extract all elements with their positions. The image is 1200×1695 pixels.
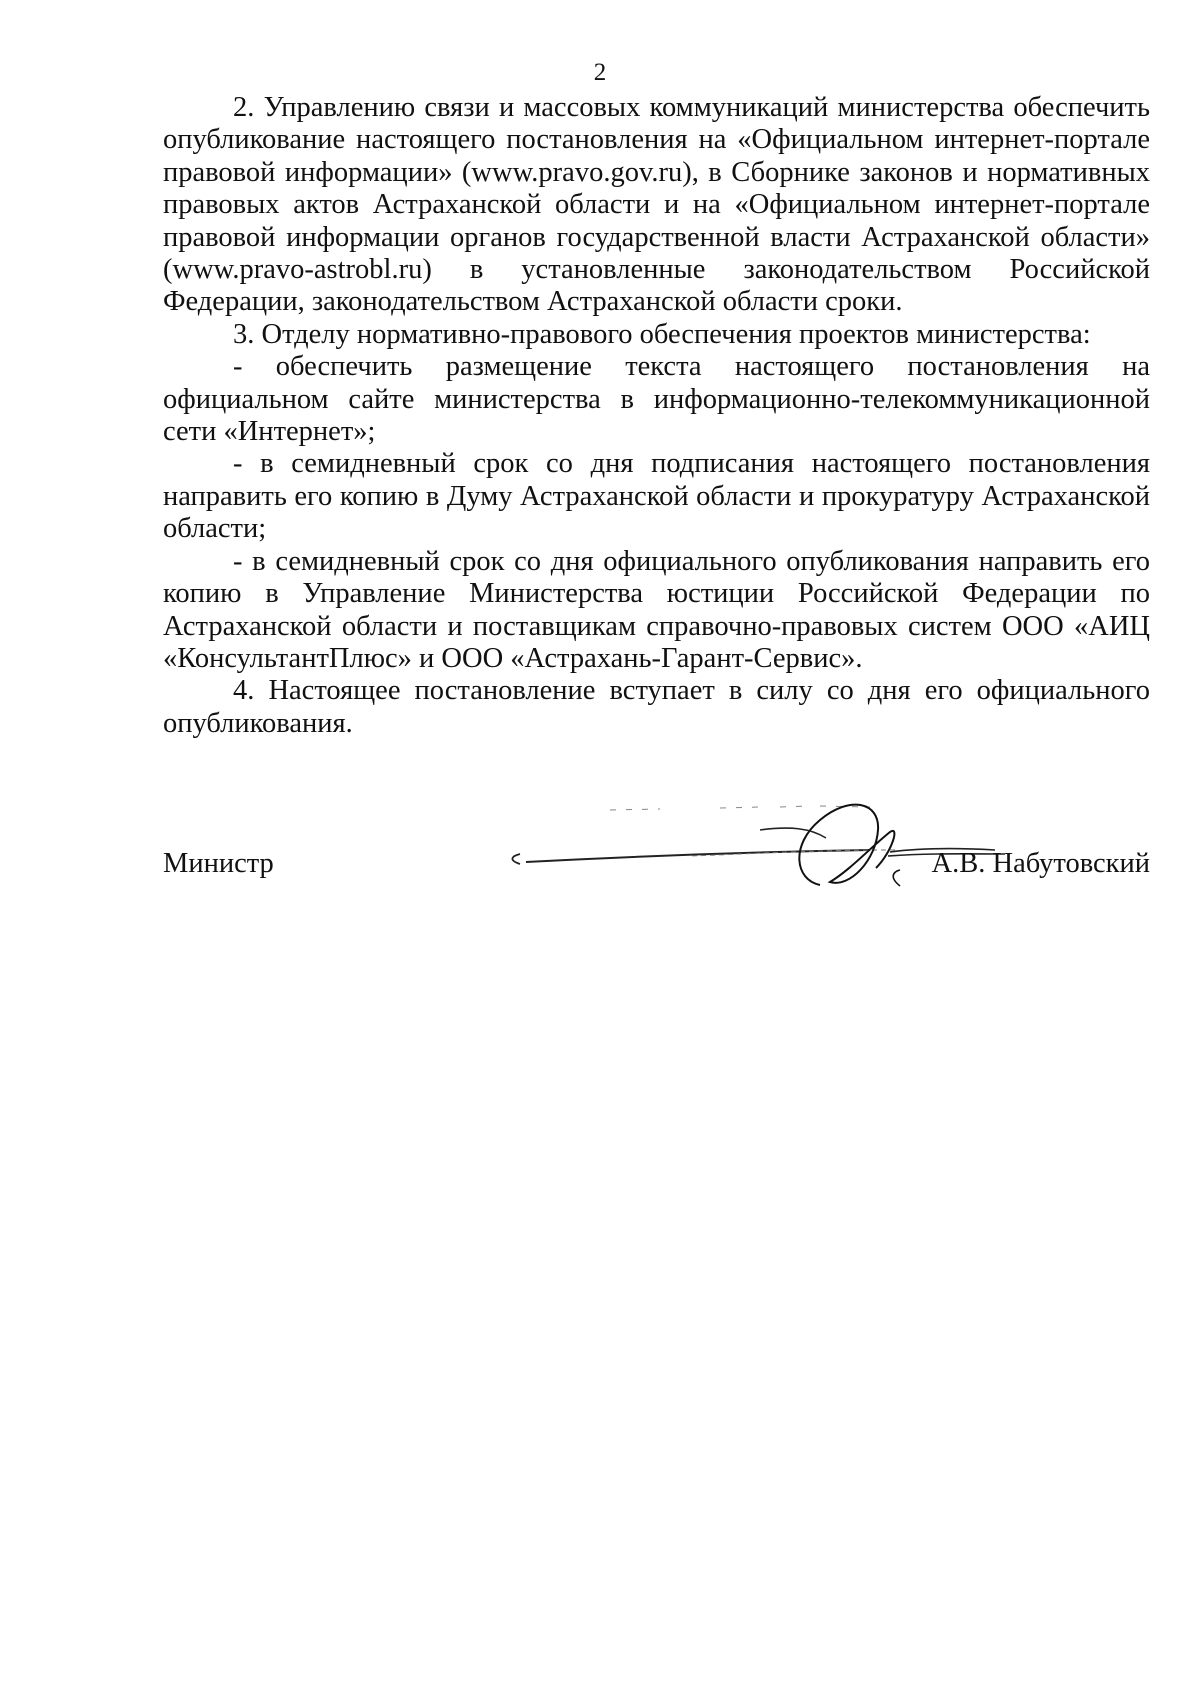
paragraph-website-placement: - обеспечить размещение текста настоящего постановления на официальном сайте министерства в информационно-телекоммуникационной сети «Интернет»; (163, 351, 1150, 448)
signer-name: А.В. Набутовский (931, 848, 1150, 879)
paragraph-entry-into-force: 4. Настоящее постановление вступает в силу со дня его официального опубликования. (163, 675, 1150, 739)
signer-position: Министр (163, 848, 274, 879)
paragraph-copy-to-ministry-of-justice: - в семидневный срок со дня официального опубликования направить его копию в Управление Министерства юстиции Российской Федерации по Астраханской области и поставщикам справочно-правовых систем ООО «АИЦ «КонсультантПлюс» и ООО «Астрахань-Гарант-Сервис». (163, 545, 1150, 674)
document-body (163, 92, 1150, 740)
paragraph-copy-to-duma: - в семидневный срок со дня подписания настоящего постановления направить его копию в Думу Астраханской области и прокуратуру Астраханской области; (163, 448, 1150, 545)
signature-block (163, 848, 1150, 888)
paragraph-publication: 2. Управлению связи и массовых коммуникаций министерства обеспечить опубликование настоящего постановления на «Официальном интернет-портале правовой информации» (www.pravo.gov.ru), в Сборнике законов и нормативных правовых актов Астраханской области и на «Официальном интернет-портале правовой информации органов государственной власти Астраханской области» (www.pravo-astrobl.ru) в установленные законодательством Российской Федерации, законодательством Астраханской области сроки. (163, 92, 1150, 318)
paragraph-department-tasks: 3. Отделу нормативно-правового обеспечения проектов министерства: (233, 318, 1091, 350)
page-number: 2 (593, 59, 607, 86)
